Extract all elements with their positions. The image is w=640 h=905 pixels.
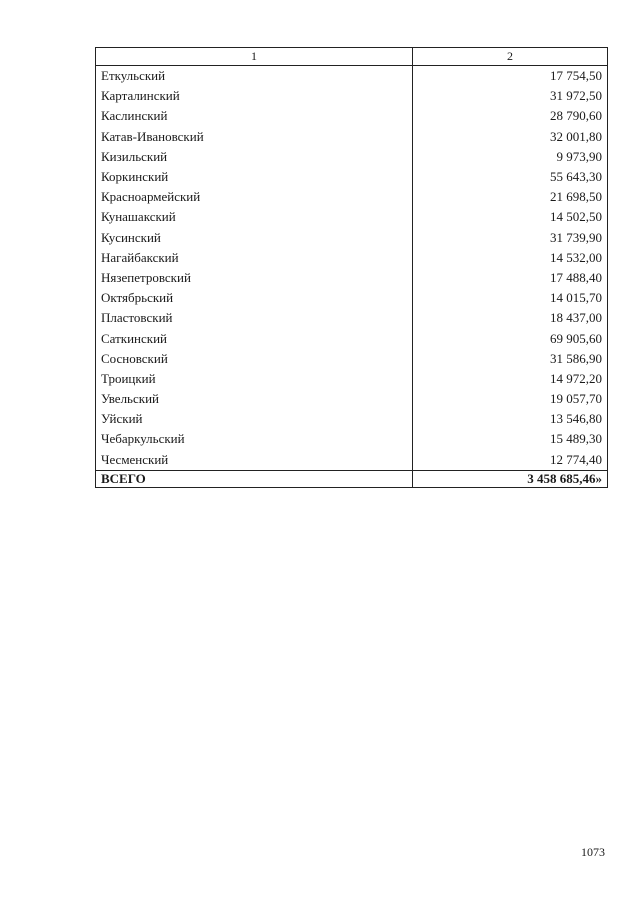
- district-name: Нагайбакский: [96, 248, 413, 268]
- budget-table: [95, 47, 608, 488]
- table-row: [96, 288, 608, 308]
- amount-value: 17 754,50: [413, 66, 608, 87]
- district-name: Кусинский: [96, 228, 413, 248]
- district-name: Каслинский: [96, 106, 413, 126]
- district-name: Сосновский: [96, 349, 413, 369]
- district-name: Красноармейский: [96, 187, 413, 207]
- amount-value: 19 057,70: [413, 389, 608, 409]
- amount-value: 14 532,00: [413, 248, 608, 268]
- table-row: [96, 369, 608, 389]
- amount-value: 18 437,00: [413, 308, 608, 328]
- table-body: [96, 66, 608, 471]
- table-row: [96, 66, 608, 87]
- table-row: [96, 147, 608, 167]
- table-row: [96, 268, 608, 288]
- district-name: Увельский: [96, 389, 413, 409]
- district-name: Чесменский: [96, 450, 413, 471]
- district-name: Чебаркульский: [96, 429, 413, 449]
- table-row: [96, 207, 608, 227]
- amount-value: 55 643,30: [413, 167, 608, 187]
- district-name: Карталинский: [96, 86, 413, 106]
- district-name: Нязепетровский: [96, 268, 413, 288]
- amount-value: 15 489,30: [413, 429, 608, 449]
- district-name: Троицкий: [96, 369, 413, 389]
- page-number: 1073: [581, 845, 605, 859]
- amount-value: 14 972,20: [413, 369, 608, 389]
- table-row: [96, 228, 608, 248]
- table-row: [96, 409, 608, 429]
- table-row: [96, 248, 608, 268]
- amount-value: 13 546,80: [413, 409, 608, 429]
- table-row: [96, 389, 608, 409]
- amount-value: 9 973,90: [413, 147, 608, 167]
- district-name: Кунашакский: [96, 207, 413, 227]
- total-value: 3 458 685,46»: [413, 470, 608, 487]
- district-name: Саткинский: [96, 328, 413, 348]
- amount-value: 12 774,40: [413, 450, 608, 471]
- column-header-1: 1: [96, 48, 413, 66]
- table-row: [96, 308, 608, 328]
- table-row: [96, 429, 608, 449]
- total-row: [96, 470, 608, 487]
- district-name: Уйский: [96, 409, 413, 429]
- table-row: [96, 328, 608, 348]
- amount-value: 21 698,50: [413, 187, 608, 207]
- table-row: [96, 167, 608, 187]
- district-name: Октябрьский: [96, 288, 413, 308]
- district-name: Кизильский: [96, 147, 413, 167]
- district-name: Пластовский: [96, 308, 413, 328]
- district-name: Катав-Ивановский: [96, 127, 413, 147]
- amount-value: 14 502,50: [413, 207, 608, 227]
- amount-value: 32 001,80: [413, 127, 608, 147]
- amount-value: 31 586,90: [413, 349, 608, 369]
- table-header-row: [96, 48, 608, 66]
- table-row: [96, 349, 608, 369]
- table-row: [96, 450, 608, 471]
- district-name: Еткульский: [96, 66, 413, 87]
- amount-value: 14 015,70: [413, 288, 608, 308]
- table-row: [96, 187, 608, 207]
- table-row: [96, 86, 608, 106]
- amount-value: 31 972,50: [413, 86, 608, 106]
- table-row: [96, 106, 608, 126]
- district-name: Коркинский: [96, 167, 413, 187]
- total-label: ВСЕГО: [96, 470, 413, 487]
- amount-value: 17 488,40: [413, 268, 608, 288]
- amount-value: 31 739,90: [413, 228, 608, 248]
- table-row: [96, 127, 608, 147]
- column-header-2: 2: [413, 48, 608, 66]
- amount-value: 28 790,60: [413, 106, 608, 126]
- amount-value: 69 905,60: [413, 328, 608, 348]
